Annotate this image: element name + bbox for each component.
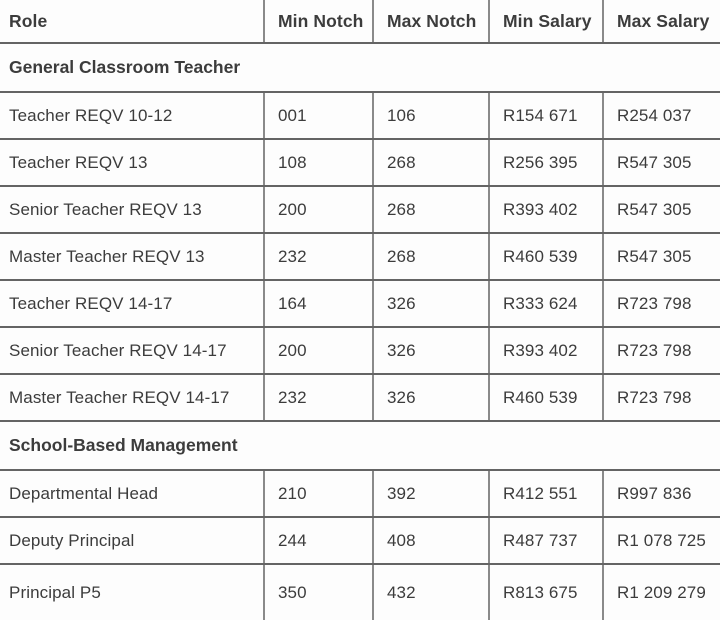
table-row bbox=[0, 565, 720, 620]
min-notch-cell: 200 bbox=[263, 328, 372, 373]
max-notch-cell: 106 bbox=[372, 93, 488, 138]
min-notch-cell: 350 bbox=[263, 565, 372, 620]
table-row bbox=[0, 375, 720, 422]
min-salary-cell: R333 624 bbox=[488, 281, 602, 326]
min-salary-cell: R487 737 bbox=[488, 518, 602, 563]
max-notch-cell: 326 bbox=[372, 281, 488, 326]
max-salary-cell: R1 209 279 bbox=[602, 565, 720, 620]
min-notch-cell: 200 bbox=[263, 187, 372, 232]
max-salary-cell: R723 798 bbox=[602, 328, 720, 373]
min-notch-cell: 108 bbox=[263, 140, 372, 185]
max-notch-cell: 392 bbox=[372, 471, 488, 516]
min-salary-cell: R256 395 bbox=[488, 140, 602, 185]
max-salary-cell: R547 305 bbox=[602, 187, 720, 232]
table-row bbox=[0, 234, 720, 281]
role-cell: Master Teacher REQV 13 bbox=[9, 246, 205, 266]
min-notch-cell: 210 bbox=[263, 471, 372, 516]
max-notch-cell: 268 bbox=[372, 187, 488, 232]
max-notch-cell: 326 bbox=[372, 328, 488, 373]
max-salary-cell: R254 037 bbox=[602, 93, 720, 138]
max-salary-cell: R723 798 bbox=[602, 375, 720, 420]
role-cell: Senior Teacher REQV 13 bbox=[9, 199, 202, 219]
max-salary-cell: R723 798 bbox=[602, 281, 720, 326]
column-header-min-salary: Min Salary bbox=[488, 0, 602, 42]
min-notch-cell: 164 bbox=[263, 281, 372, 326]
min-salary-cell: R460 539 bbox=[488, 375, 602, 420]
max-salary-cell: R997 836 bbox=[602, 471, 720, 516]
min-salary-cell: R460 539 bbox=[488, 234, 602, 279]
table-row bbox=[0, 281, 720, 328]
min-notch-cell: 001 bbox=[263, 93, 372, 138]
column-header-min-notch: Min Notch bbox=[263, 0, 372, 42]
role-cell: Teacher REQV 13 bbox=[9, 152, 148, 172]
min-salary-cell: R393 402 bbox=[488, 328, 602, 373]
role-cell: Deputy Principal bbox=[9, 530, 135, 550]
table-row bbox=[0, 140, 720, 187]
column-header-max-notch: Max Notch bbox=[372, 0, 488, 42]
table-row bbox=[0, 328, 720, 375]
min-salary-cell: R412 551 bbox=[488, 471, 602, 516]
max-salary-cell: R547 305 bbox=[602, 140, 720, 185]
min-notch-cell: 232 bbox=[263, 234, 372, 279]
role-cell: Master Teacher REQV 14-17 bbox=[9, 387, 230, 407]
section-header-school-based-management: School-Based Management bbox=[0, 422, 720, 471]
min-salary-cell: R813 675 bbox=[488, 565, 602, 620]
table-row bbox=[0, 471, 720, 518]
table-header-row bbox=[0, 0, 720, 44]
max-notch-cell: 432 bbox=[372, 565, 488, 620]
min-notch-cell: 232 bbox=[263, 375, 372, 420]
max-salary-cell: R547 305 bbox=[602, 234, 720, 279]
max-notch-cell: 268 bbox=[372, 140, 488, 185]
role-cell: Principal P5 bbox=[9, 582, 101, 602]
role-cell: Senior Teacher REQV 14-17 bbox=[9, 340, 227, 360]
section-header-general-classroom-teacher: General Classroom Teacher bbox=[0, 44, 720, 93]
min-notch-cell: 244 bbox=[263, 518, 372, 563]
column-header-role: Role bbox=[9, 10, 48, 31]
max-notch-cell: 326 bbox=[372, 375, 488, 420]
role-cell: Departmental Head bbox=[9, 483, 159, 503]
max-notch-cell: 408 bbox=[372, 518, 488, 563]
table-row bbox=[0, 518, 720, 565]
max-salary-cell: R1 078 725 bbox=[602, 518, 720, 563]
max-notch-cell: 268 bbox=[372, 234, 488, 279]
table-row bbox=[0, 93, 720, 140]
role-cell: Teacher REQV 10-12 bbox=[9, 105, 173, 125]
min-salary-cell: R393 402 bbox=[488, 187, 602, 232]
min-salary-cell: R154 671 bbox=[488, 93, 602, 138]
column-header-max-salary: Max Salary bbox=[602, 0, 720, 42]
role-cell: Teacher REQV 14-17 bbox=[9, 293, 173, 313]
table-row bbox=[0, 187, 720, 234]
